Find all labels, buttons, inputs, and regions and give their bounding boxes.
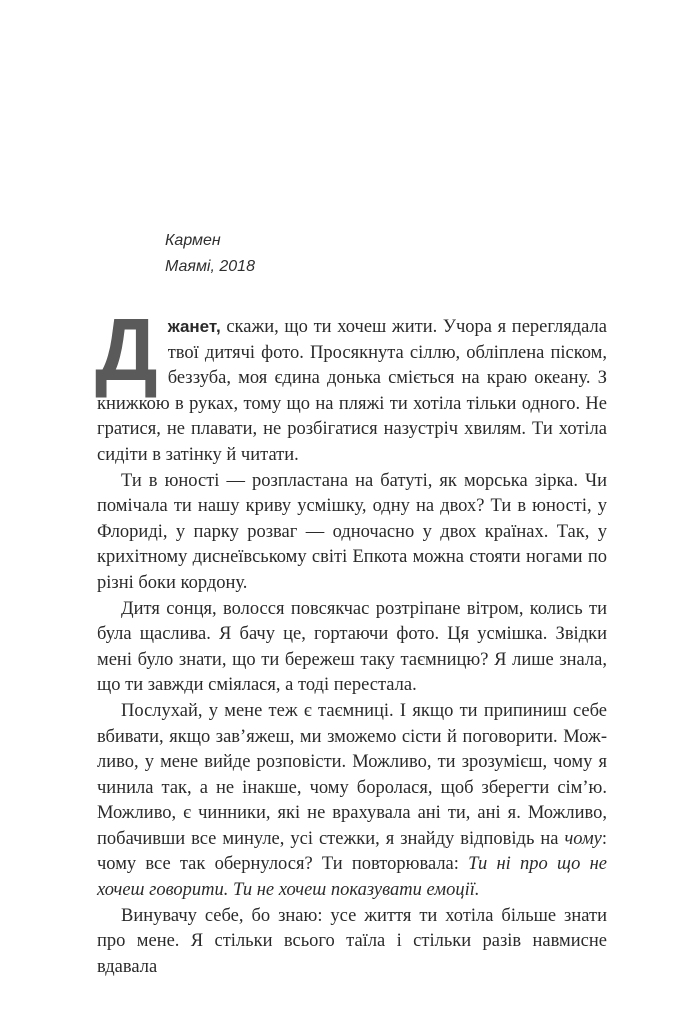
drop-cap: Д (95, 300, 158, 399)
chapter-text (95, 300, 607, 980)
lead-word: жанет, (167, 317, 221, 336)
epigraph-name: Кармен (165, 232, 221, 249)
paragraph-1 (95, 300, 607, 469)
paragraph-3: Дитя сонця, волосся повсякчас розтріпане вітром, колись ти була щаслива. Я бачу це, гортаючи фото. Ця усмішка. Звідки мені було знати, що ти бережеш таку таємницю? Я лише знала, що ти завжди сміялася, а тоді перестала. (97, 598, 607, 696)
paragraph-4-emphasis-1: чому (564, 828, 602, 849)
epigraph-place-date: Маямі, 2018 (165, 258, 255, 275)
paragraph-4-text-b: : чому все так обернулося? Ти повторювала: (97, 828, 607, 875)
paragraph-4 (97, 699, 607, 904)
epigraph (165, 228, 255, 280)
paragraph-2: Ти в юності — розпластана на батуті, як морська зірка. Чи помічала ти нашу криву усмішку, одну на двох? Ти в юності, у Флориді, у парку розваг — одночасно у двох країнах. Так, у крихітному диснеївському світі Епкота можна стояти ногами по різні боки кордону. (97, 470, 607, 593)
paragraph-4-emphasis-2: Ти ні про що не хочеш говорити. Ти не хочеш показувати емоції. (97, 854, 607, 901)
paragraph-1-text: скажи, що ти хочеш жити. Учора я переглядала твої дитячі фото. Просякнута сіллю, обліплена піском, беззуба, моя єдина донька сміється на краю океану. З книжкою в руках, тому що на пляжі ти хотіла тільки одного. Не гратися, не плавати, не розбігатися назустріч хвилям. Ти хотіла сидіти в затінку й читати. (97, 317, 607, 465)
paragraph-4-text-a: Послухай, у мене теж є таємниці. І якщо ти припиниш себе вбивати, якщо зав’яжеш, ми зможемо сісти й поговорити. Можливо, у мене вийде розповісти. Можливо, ти зрозумієш, чому я чинила так, а не інакше, чому боролася, щоб зберегти сім’ю. Можливо, є чинники, які не врахувала ані ти, ані я. Можливо, побачивши все минуле, усі стежки, я знайду відповідь на (97, 700, 607, 849)
paragraph-5: Винувачу себе, бо знаю: усе життя ти хотіла більше знати про мене. Я стільки всього таїла і стільки разів навмисне вдавала (97, 905, 607, 977)
